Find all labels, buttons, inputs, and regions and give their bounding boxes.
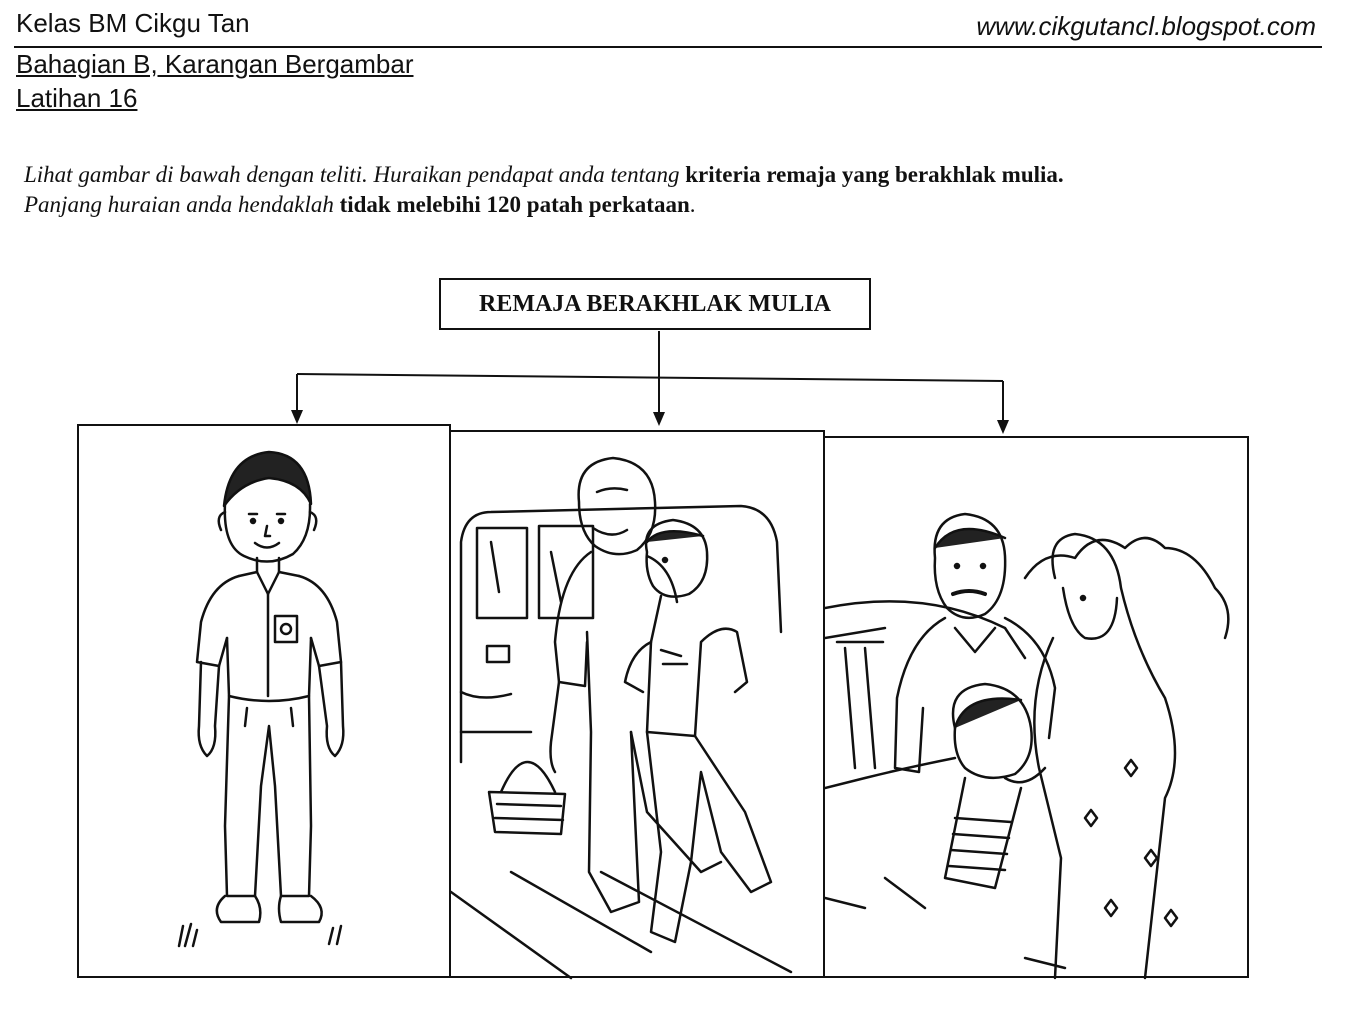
instructions-part-1: Lihat gambar di bawah dengan teliti. Huraikan pendapat anda tentang	[24, 162, 686, 187]
boy-helping-elderly-man-icon	[451, 432, 827, 980]
boy-in-school-uniform-icon	[79, 426, 453, 980]
picture-panel-1	[77, 424, 451, 978]
picture-panel-2	[449, 430, 825, 978]
picture-panel-3	[823, 436, 1249, 978]
instructions-part-4: tidak melebihi 120 patah perkataan	[339, 192, 690, 217]
instructions-part-2: kriteria remaja yang berakhlak mulia.	[685, 162, 1064, 187]
header-website-text: www.cikgutancl.blogspot.com	[976, 11, 1316, 41]
header-left-text: Kelas BM Cikgu Tan	[16, 8, 250, 38]
exercise-title: Latihan 16	[16, 83, 138, 113]
section-title: Bahagian B, Karangan Bergambar	[16, 49, 414, 79]
boy-greeting-parents-icon	[825, 438, 1251, 980]
topic-box: REMAJA BERAKHLAK MULIA	[439, 278, 871, 330]
instructions-part-3: Panjang huraian anda hendaklah	[24, 192, 340, 217]
instructions-part-5: .	[689, 192, 696, 217]
